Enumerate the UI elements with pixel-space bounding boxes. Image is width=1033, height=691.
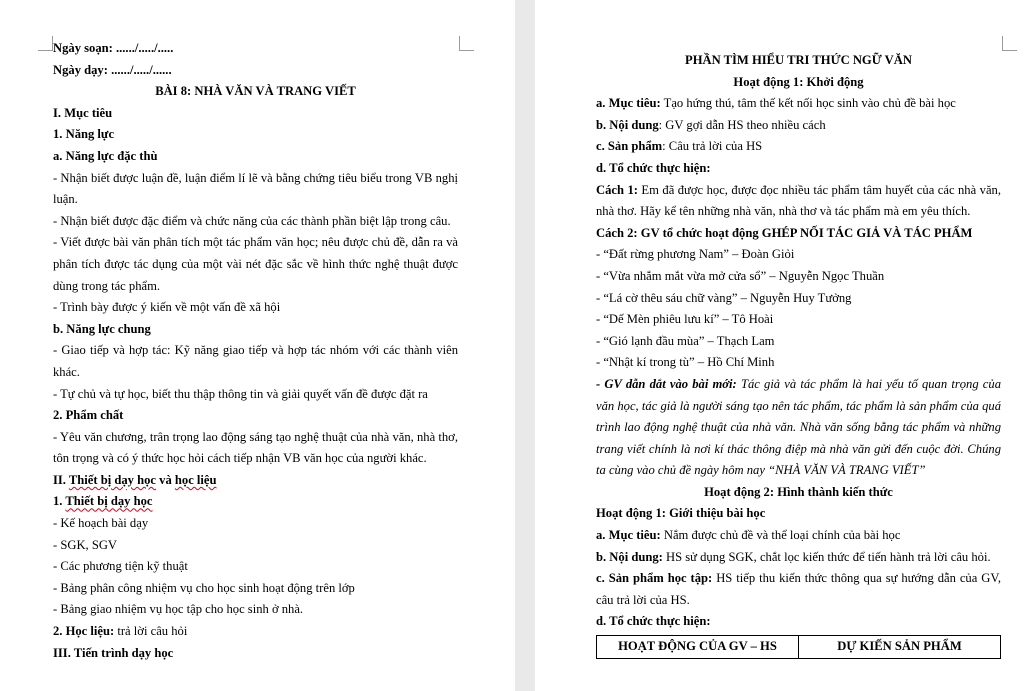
paragraph: - Nhận biết được luận đề, luận điểm lí lẽ và bằng chứng tiêu biểu trong VB nghị luận. [53,170,458,207]
subheading: d. Tổ chức thực hiện: [596,160,711,175]
table-header-cell: DỰ KIẾN SẢN PHẨM [799,636,1001,659]
label: a. Mục tiêu: [596,528,661,543]
margin-corner-mark [1002,36,1017,51]
heading-objectives: I. Mục tiêu [53,105,113,120]
paragraph: - Trình bày được ý kiến về một vấn đề xã hội [53,300,281,315]
spell-flagged-text: học liệu [174,472,217,487]
value: Tạo hứng thú, tâm thế kết nối học sinh vào chủ đề bài học [660,96,956,111]
section-title: PHẦN TÌM HIỂU TRI THỨC NGỮ VĂN [685,53,912,67]
label: Cách 1: [596,182,638,197]
paragraph [596,136,1001,158]
paragraph: - Yêu văn chương, trân trọng lao động sáng tạo nghệ thuật của nhà văn, nhà thơ, tôn trọng và có ý thức học hỏi cách tiếp nhận VB văn học của người khác. [53,429,458,466]
value: Em đã được học, được đọc nhiều tác phẩm tâm huyết của các nhà văn, nhà thơ. Hãy kể tên những nhà văn, nhà thơ và tác phẩm mà em yêu thích. [596,182,1001,219]
activity-table [596,635,1001,659]
value: : Câu trả lời của HS [662,139,763,154]
heading-number: II. [53,472,69,487]
margin-corner-mark [459,36,474,51]
list-item: - “Gió lạnh đầu mùa” – Thạch Lam [596,333,775,348]
margin-corner-mark [38,36,53,51]
label: a. Mục tiêu: [596,96,661,111]
heading-competence: 1. Năng lực [53,127,115,142]
paragraph: - Tự chủ và tự học, biết thu thập thông tin và giải quyết vấn đề được đặt ra [53,386,428,401]
value: : GV gợi dẫn HS theo nhiều cách [658,117,826,132]
paragraph: - Viết được bài văn phân tích một tác phẩm văn học; nêu được chủ đề, dẫn ra và phân tích được tác dụng của một vài nét đặc sắc về hình thức nghệ thuật được dùng trong tác phẩm. [53,235,458,293]
label: 2. Học liệu: [53,624,115,639]
activity-heading: Hoạt động 1: Khởi động [733,74,864,89]
date-taught-line: Ngày dạy: ....../...../...... [53,62,172,77]
label: b. Nội dung [596,117,659,132]
paragraph: - Giao tiếp và hợp tác: Kỹ năng giao tiếp và hợp tác nhóm với các thành viên khác. [53,343,458,379]
value: HS sử dụng SGK, chắt lọc kiến thức để tiến hành trả lời câu hỏi. [662,549,991,564]
list-item: - “Vừa nhắm mắt vừa mở cửa sổ” – Nguyễn Ngọc Thuần [596,268,885,283]
intro-paragraph [596,374,1001,482]
learning-materials-line [53,621,458,643]
value: Tác giả và tác phẩm là hai yếu tố quan trọng của văn học, tác giả là người sáng tạo nên tác phẩm, tác phẩm là sản phẩm của quá trình lao động nghệ thuật của nhà văn. Nhà văn sống bằng tác phẩm và những trang viết chính là nơi kí thác thông điệp mà nhà văn gửi đến cuộc đời. Chúng ta cùng vào chủ đề ngày hôm nay “NHÀ VĂN VÀ TRANG VIẾT” [596,376,1001,478]
list-item: - “Dế Mèn phiêu lưu kí” – Tô Hoài [596,312,774,327]
value: trả lời câu hỏi [114,624,188,639]
value: Nắm được chủ đề và thể loại chính của bài học [660,528,901,543]
heading-teaching-equipment [53,491,458,513]
heading-equipment [53,470,458,492]
heading-procedure: III. Tiến trình dạy học [53,645,174,660]
list-item: - “Nhật kí trong tù” – Hồ Chí Minh [596,355,775,370]
list-item: - SGK, SGV [53,537,118,552]
heading-specific-competence: a. Năng lực đặc thù [53,148,158,163]
paragraph: - Nhận biết được đặc điểm và chức năng của các thành phần biệt lập trong câu. [53,213,451,228]
heading-text: và [156,472,175,487]
list-item: - Kế hoạch bài dạy [53,516,149,531]
spell-flagged-text: Thiết bị dạy học [65,494,153,509]
value: HS tiếp thu kiến thức thông qua sự hướng dẫn của GV, câu trả lời của HS. [596,571,1001,607]
lesson-title: BÀI 8: NHÀ VĂN VÀ TRANG VIẾT [155,84,356,99]
date-prepared-line: Ngày soạn: ....../...../..... [53,41,174,55]
list-item: - Bảng phân công nhiệm vụ cho học sinh hoạt động trên lớp [53,580,355,595]
heading-number: 1. [53,494,66,509]
paragraph [596,568,1001,611]
document-page-left [0,0,515,691]
page-right-text[interactable] [596,50,1001,659]
subheading: Hoạt động 1: Giới thiệu bài học [596,506,766,521]
list-item: - Các phương tiện kỹ thuật [53,559,188,574]
label: - GV dẫn dắt vào bài mới: [596,376,737,391]
label: b. Nội dung: [596,549,663,564]
subheading: Cách 2: GV tổ chức hoạt động GHÉP NỐI TÁC GIẢ VÀ TÁC PHẨM [596,225,973,240]
label: c. Sản phẩm học tập: [596,571,713,586]
page-left-text[interactable] [53,38,458,664]
paragraph [596,547,1001,569]
spell-flagged-text: Thiết bị dạy học [68,472,156,487]
paragraph [596,115,1001,137]
heading-qualities: 2. Phẩm chất [53,408,124,423]
paragraph [596,93,1001,115]
heading-general-competence: b. Năng lực chung [53,321,151,336]
table-header-cell: HOẠT ĐỘNG CỦA GV – HS [597,636,799,659]
label: c. Sản phẩm [596,139,663,154]
paragraph [596,180,1001,223]
list-item: - “Lá cờ thêu sáu chữ vàng” – Nguyễn Huy Tưởng [596,290,852,305]
list-item: - “Đất rừng phương Nam” – Đoàn Giỏi [596,247,795,262]
activity-heading: Hoạt động 2: Hình thành kiến thức [704,484,893,499]
list-item: - Bảng giao nhiệm vụ học tập cho học sinh ở nhà. [53,602,304,617]
paragraph [596,525,1001,547]
document-page-right [535,0,1033,691]
subheading: d. Tổ chức thực hiện: [596,614,711,629]
table-header-row [597,636,1001,659]
